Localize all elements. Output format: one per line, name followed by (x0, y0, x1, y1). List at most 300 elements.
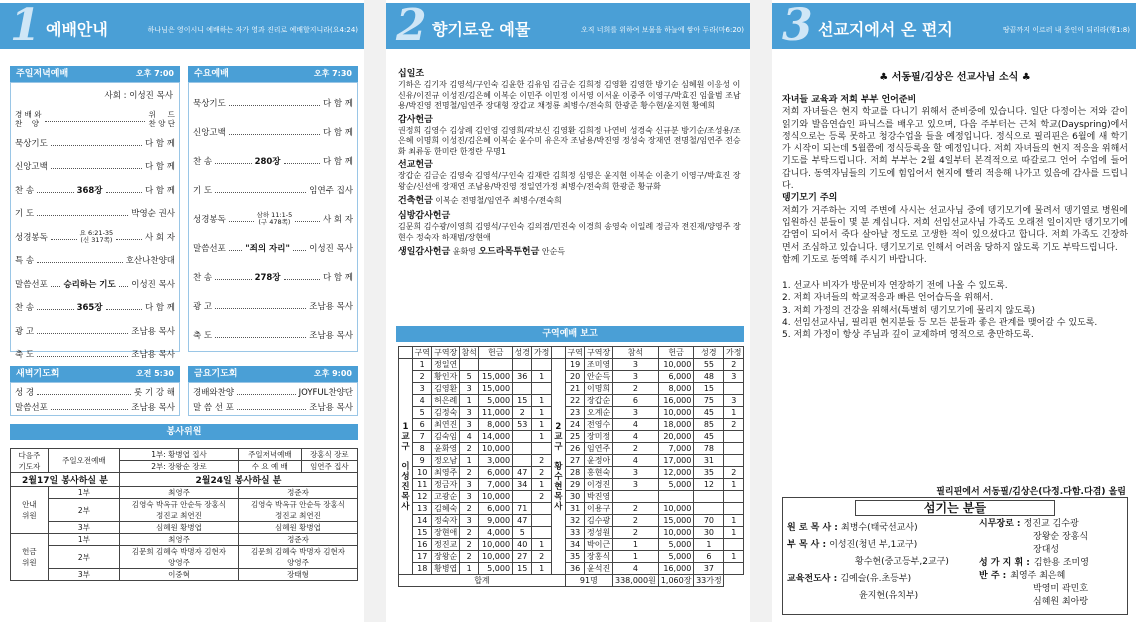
dot-leader (293, 245, 306, 251)
table-cell: 정준자 (238, 534, 357, 546)
table-cell: 10,000 (658, 527, 693, 539)
order-label: 광 고 (15, 326, 35, 337)
order-row (193, 213, 353, 225)
table-cell (532, 515, 551, 527)
table-cell: 1 (532, 407, 551, 419)
offering-category: 생일감사헌금 (398, 247, 451, 257)
table-cell: 1,060장 (658, 575, 693, 587)
table-cell: 20,000 (658, 431, 693, 443)
dawn-prayer-header: 새벽기도회 오전 5:30 (10, 366, 180, 382)
table-cell: 17,000 (658, 455, 693, 467)
order-label: 성 경 (15, 388, 35, 398)
staff-entry: 교육전도사 : 김예슬(유.초등부) (787, 574, 912, 584)
table-cell: 3부 (48, 522, 119, 534)
table-cell: 10 (413, 467, 432, 479)
table-cell: 1 (413, 359, 432, 371)
letter-signature: 필리핀에서 서동필/김상은(다정.다함.다겸) 올림 (936, 487, 1126, 497)
table-cell: 15 (413, 527, 432, 539)
table-cell: 29 (565, 479, 584, 491)
table-cell: 16,000 (658, 563, 693, 575)
table-cell: 주일저녁예배 (238, 449, 301, 461)
table-cell: 1 (532, 539, 551, 551)
dot-leader (215, 158, 251, 164)
order-label: 말씀선포 (15, 403, 48, 413)
table-cell: 28 (565, 467, 584, 479)
table-cell (724, 443, 744, 455)
table-row (399, 479, 744, 491)
table-row (399, 515, 744, 527)
table-cell: 황인자 (432, 371, 460, 383)
table-cell (513, 455, 532, 467)
dot-leader (106, 304, 142, 310)
table-cell: 85 (694, 419, 724, 431)
order-row (193, 97, 353, 109)
table-cell: 15 (513, 395, 532, 407)
table-cell: 3 (612, 359, 658, 371)
table-cell: 4 (612, 419, 658, 431)
section-title: 향기로운 예물 (432, 20, 531, 39)
table-cell: 6,000 (658, 371, 693, 383)
table-row (399, 539, 744, 551)
order-row (15, 401, 175, 413)
order-person: 다 함 께 (322, 157, 354, 167)
table-cell: 정숙자 (432, 515, 460, 527)
table-cell: 2 (532, 491, 551, 503)
table-cell: 이용구 (585, 503, 613, 515)
dot-leader (45, 116, 146, 122)
table-cell: 37 (694, 563, 724, 575)
table-cell: 2 (532, 455, 551, 467)
order-label: 신앙고백 (15, 162, 48, 172)
letter-paragraph: 저희 자녀들은 현지 학교를 다니기 위해서 준비중에 있습니다. 일단 다정이는 저와 같이 읽기와 발음연습인 파닉스를 배우고 있으며, 다음 주부터는 근처 학교(Dayspring)에서 정식으로는 등록 못하고 청강수업을 들을 예정입니다. 정식으로 필리핀은 6월에 새 학기가 시작이 되는데 5월쯤에 정식등록을 할 예정입니다. 저희 자녀들의 현지 적응을 위해서 기도를 부탁드립니다. 저희 부부는 2월 4일부터 본격적으로 따갈로그 언어 수업에 들어갑니다. 동역자님들의 기도에 힘입어서 현지에 빨리 적응해 나가고 있음에 감사를 드립니다. (782, 107, 1128, 192)
table-cell (724, 539, 744, 551)
letter-paragraph: 함께 기도로 동역해 주시기 바랍니다. (782, 254, 927, 265)
table-cell (532, 503, 551, 515)
dot-leader (229, 129, 320, 135)
order-label: 기 도 (193, 186, 213, 196)
order-label: 찬 송 (15, 185, 35, 196)
dot-leader (37, 328, 128, 334)
order-label: 광 고 (193, 302, 213, 312)
table-cell: 헌금 (479, 347, 513, 359)
table-cell: 2 (459, 551, 478, 563)
table-cell: 최영주 (119, 534, 238, 546)
dot-leader (215, 187, 306, 193)
table-row (399, 359, 744, 371)
table-cell: 338,000원 (612, 575, 658, 587)
dot-leader (229, 216, 254, 222)
table-cell: 6 (694, 551, 724, 563)
table-cell: 30 (565, 491, 584, 503)
section-number: 2 (396, 0, 427, 51)
table-cell: 정금자 (432, 479, 460, 491)
dot-leader (51, 234, 77, 240)
table-row (399, 527, 744, 539)
order-row (15, 137, 175, 149)
table-cell: 7,000 (479, 479, 513, 491)
table-cell: 33가정 (694, 575, 724, 587)
header-verse: 땅끝까지 이르러 내 증인이 되리라(행1:8) (1002, 26, 1130, 34)
table-cell: 78 (694, 443, 724, 455)
dot-leader (37, 304, 73, 310)
table-cell: 1 (532, 479, 551, 491)
staff-entry: 윤지현(유치부) (859, 591, 919, 601)
header-banner (772, 0, 1136, 51)
table-cell: 구역 (567, 348, 583, 357)
table-cell: 정성원 (585, 527, 613, 539)
table-row (399, 371, 744, 383)
table-cell: 3 (459, 383, 478, 395)
order-person: 박영순 권사 (131, 209, 175, 219)
order-person: 롯 기 강 해 (134, 388, 175, 398)
table-cell: 4 (413, 395, 432, 407)
table-cell: 2 (724, 467, 744, 479)
order-label: 묵상기도 (15, 138, 48, 149)
letter-paragraph: 저희가 거주하는 지역 주변에 사시는 선교사님 중에 뎅기모기에 물려서 뎅기열로 병원에 입원하신 분들이 몇 분 계십니다. 저희 선임선교사님 가족도 오래전 일이지만 뎅기모기에 감염이 되어서 죽다 살아날 정도로 고생한 적이 있으셨다고 합니다. 저희 가족도 긴장하면서 조심하고 있습니다. 뎅기모기로 인해서 어려움 당하지 않도록 기도 부탁드립니다. (782, 205, 1128, 253)
table-cell: 10,000 (658, 503, 693, 515)
table-cell: 1부: 황병엽 집사 (119, 449, 238, 461)
order-person: 다 함 께 (144, 162, 175, 172)
order-person: 조남용 목사 (309, 331, 353, 341)
table-cell: 91명 (565, 575, 612, 587)
order-label: 찬 송 (193, 157, 213, 167)
table-cell: 장태형 (238, 569, 357, 581)
table-cell: 75 (694, 395, 724, 407)
table-cell: 정일연 (432, 359, 460, 371)
order-label: 경배와찬양 (193, 388, 235, 398)
table-cell: 10,000 (479, 539, 513, 551)
order-label: 신앙고백 (193, 128, 226, 138)
table-cell (724, 503, 744, 515)
dot-leader (51, 163, 142, 169)
order-person: 조남용 목사 (309, 302, 353, 312)
order-detail: 삼하 11:1-5 (구 478쪽) (256, 211, 293, 226)
table-cell: 3 (459, 491, 478, 503)
table-cell (513, 359, 532, 371)
table-cell: 2 (612, 527, 658, 539)
table-cell: 20 (565, 371, 584, 383)
staff-entry: 성 가 지 휘 : 김한용 조미영 (979, 558, 1089, 568)
order-person: 다 함 께 (144, 303, 176, 313)
dot-leader (119, 281, 129, 287)
order-row (193, 329, 353, 341)
order-label: 찬 송 (193, 273, 213, 283)
table-cell: 안순득 (585, 371, 613, 383)
table-cell (724, 491, 744, 503)
table-cell (513, 443, 532, 455)
order-row (193, 242, 353, 254)
dot-leader (295, 216, 320, 222)
offering-names: 권정희 김영수 김상례 김인영 김영희/곽보신 김영환 김희정 나연비 성경숙 신규분 방기순/조성용/조은혜 이명희 이성진/김은혜 이복순 윤수미 유은자 조남용/박진영 정성숙 장재연 전명철/임연주 전승화 최류동 한미란 한정란 무명1 (398, 125, 741, 156)
table-cell: 48 (694, 371, 724, 383)
table-cell: 오계순 (585, 407, 613, 419)
table-cell: 35 (565, 551, 584, 563)
table-cell: 1 (724, 527, 744, 539)
order-detail: 365장 (76, 303, 103, 313)
table-cell: 10,000 (479, 443, 513, 455)
order-row (15, 160, 175, 172)
table-cell: 1 (694, 539, 724, 551)
table-cell: 1 (459, 563, 478, 575)
table-cell (532, 527, 551, 539)
table-cell: 45 (694, 431, 724, 443)
friday-prayer-header: 금요기도회 오후 9:00 (188, 366, 358, 382)
table-cell: 27 (565, 455, 584, 467)
dot-leader (37, 257, 123, 263)
dot-leader (229, 100, 320, 106)
table-cell: 5,000 (658, 551, 693, 563)
table-cell: 4 (612, 563, 658, 575)
order-row (193, 126, 353, 138)
table-cell: 3 (612, 371, 658, 383)
staff-entry: 시무장로 : 정진교 김수광 (979, 519, 1079, 529)
table-cell: 황병엽 (432, 563, 460, 575)
table-cell: 가정 (533, 348, 550, 357)
offering-names: 기하은 김기자 김영석/구인숙 김윤한 김유임 김금순 김희정 김영환 김영한 방기순 심혜원 이응성 이신유/이진규 이성진/김은혜 이복순 이민주 이민정 이서영 이서윤 이중주 이영구/박효진 임율범 조남용/박진영 전명철/임연주 장대형 장갑교 채정룡 최병수/전숙희 한광준 황수현/윤지현 황예희 (398, 80, 741, 110)
order-person: 위 드 찬 양 단 (148, 110, 175, 128)
order-detail: 280장 (254, 157, 281, 167)
order-person: 다 함 께 (322, 273, 354, 283)
panel-offerings (386, 0, 750, 622)
table-cell: 12 (413, 491, 432, 503)
dot-leader (116, 234, 142, 240)
table-cell: 47 (513, 467, 532, 479)
sunday-evening-header: 주일저녁예배 오후 7:00 (10, 66, 180, 82)
table-cell: 13 (413, 503, 432, 515)
volunteers-table-wrap (10, 440, 358, 616)
table-cell (513, 491, 532, 503)
table-cell: 5 (413, 407, 432, 419)
table-cell: 5 (459, 371, 478, 383)
order-row (15, 301, 175, 313)
order-label: 찬 송 (15, 303, 35, 313)
table-cell: 5,000 (658, 479, 693, 491)
order-row (193, 271, 353, 283)
table-cell: 이경진 (585, 479, 613, 491)
table-cell: 김영숙 박옥규 안순득 장홍식 정진교 최연진 (238, 499, 357, 522)
table-cell: 16 (413, 539, 432, 551)
table-cell: 장현애 (432, 527, 460, 539)
table-cell (532, 359, 551, 371)
table-cell: 5 (513, 527, 532, 539)
table-cell: 구역장 (585, 347, 613, 359)
panel-missionary-letter (772, 0, 1136, 622)
table-cell (724, 455, 744, 467)
table-row (11, 522, 358, 534)
table-cell: 임연주 집사 (301, 461, 357, 473)
table-cell: 조미영 (585, 359, 613, 371)
table-cell: 김수광 (585, 515, 613, 527)
table-cell (551, 347, 565, 359)
table-row (11, 546, 358, 569)
table-row (399, 419, 744, 431)
order-row (15, 184, 175, 196)
table-cell: 34 (513, 479, 532, 491)
table-cell: 2 (612, 515, 658, 527)
table-row (399, 431, 744, 443)
table-cell: 12,000 (658, 467, 693, 479)
table-cell: 윤석진 (585, 563, 613, 575)
table-cell: 25 (565, 431, 584, 443)
table-cell: 1 (459, 455, 478, 467)
table-row (399, 551, 744, 563)
prayer-item: 5. 저희 가정이 항상 주님과 깊이 교제하며 영적으로 충만하도록. (782, 330, 1034, 341)
dot-leader (215, 274, 251, 280)
order-label: 묵상기도 (193, 99, 226, 109)
order-person: 다 함 께 (144, 138, 175, 149)
table-cell: 김숙임 (432, 431, 460, 443)
table-cell: 장갑순 (585, 395, 613, 407)
table-cell: 8,000 (658, 383, 693, 395)
table-cell: 박이근 (585, 539, 613, 551)
section-number: 1 (10, 0, 41, 51)
offering-line (398, 245, 744, 259)
dot-leader (237, 404, 306, 410)
table-cell: 3 (413, 383, 432, 395)
order-person: 임연주 집사 (309, 186, 353, 196)
table-cell: 수 요 예 배 (238, 461, 301, 473)
header-banner (0, 0, 364, 51)
table-cell (658, 491, 693, 503)
prayer-item: 2. 저희 자녀들의 학교적응과 빠른 언어습득을 위해서. (782, 293, 994, 304)
order-row (15, 254, 175, 266)
order-detail: 승리하는 기도 (63, 279, 116, 290)
staff-entry: 박영미 곽민호 (1033, 584, 1089, 594)
table-cell: 1 (532, 563, 551, 575)
order-person: 조남용 목사 (309, 403, 353, 413)
prayer-item: 1. 선교사 비자가 방문비자 연장하기 전에 나올 수 있도록. (782, 281, 1008, 292)
table-row (399, 563, 744, 575)
table-row (11, 499, 358, 522)
order-person: 호산나찬양대 (125, 256, 175, 266)
table-cell: 9,000 (479, 515, 513, 527)
table-cell: 12 (694, 479, 724, 491)
table-cell: 구역장 (432, 347, 460, 359)
table-cell: 2 (459, 539, 478, 551)
table-cell: 8 (413, 443, 432, 455)
table-cell: 2부 (48, 499, 119, 522)
table-cell: 구역 (414, 348, 430, 357)
order-person: JOYFUL찬양단 (298, 388, 353, 398)
table-cell: 정진교 (432, 539, 460, 551)
order-row (15, 325, 175, 337)
table-row (11, 487, 358, 499)
dot-leader (284, 158, 320, 164)
table-row (399, 395, 744, 407)
table-cell: 35 (694, 467, 724, 479)
table-cell: 17 (413, 551, 432, 563)
table-cell (724, 563, 744, 575)
table-cell: 2 (724, 359, 744, 371)
table-cell: 2 (532, 467, 551, 479)
table-cell: 15 (513, 563, 532, 575)
volunteers-table (10, 448, 358, 581)
cell-report-header: 구역예배 보고 (396, 326, 744, 342)
dot-leader (37, 351, 128, 357)
order-row (15, 110, 175, 128)
table-cell: 3 (459, 479, 478, 491)
table-cell: 2 (459, 503, 478, 515)
table-cell: 10,000 (479, 551, 513, 563)
sunday-evening-order (10, 82, 180, 360)
table-row (399, 467, 744, 479)
table-cell: 임연주 (585, 443, 613, 455)
table-row (399, 575, 744, 587)
table-cell: 참석 (461, 348, 477, 357)
table-cell: 45 (694, 407, 724, 419)
offering-lists (398, 66, 744, 259)
dot-leader (215, 303, 306, 309)
table-cell: 53 (513, 419, 532, 431)
table-cell: 14 (413, 515, 432, 527)
table-cell: 18 (413, 563, 432, 575)
table-cell: 16,000 (658, 395, 693, 407)
offering-names: 장갑순 김금순 김영숙 김영석/구인숙 김재란 김희정 심영은 윤지현 이복순 이춘기 이영구/박효진 장왕순/신선애 장재연 조남용/박진영 정일연가정 최병수/전숙희 한광준 황규화 (398, 171, 741, 191)
table-cell: 주일오전예배 (48, 449, 119, 473)
table-cell: 1 교 구 이 성 진 목 사 (399, 359, 413, 575)
dot-leader (51, 404, 128, 410)
order-row (15, 228, 175, 244)
table-cell: 6,000 (479, 467, 513, 479)
table-cell: 1부 (48, 487, 119, 499)
table-cell: 장홍식 장로 (301, 449, 357, 461)
table-cell: 15,000 (658, 515, 693, 527)
table-cell: 10,000 (658, 359, 693, 371)
table-cell: 참석 (612, 347, 658, 359)
table-cell: 정준자 (238, 487, 357, 499)
order-row (15, 386, 175, 398)
offering-category: 건축헌금 (398, 196, 433, 206)
offering-line (398, 194, 744, 208)
offering-names: 안순득 (539, 247, 566, 256)
offering-names: 이복순 전명철/임연주 최병수/전숙희 (432, 196, 562, 205)
table-cell: 이명희 (585, 383, 613, 395)
table-cell: 1 (532, 431, 551, 443)
table-cell: 6 (413, 419, 432, 431)
table-cell: 2 (724, 419, 744, 431)
table-cell: 허은례 (432, 395, 460, 407)
table-row (399, 503, 744, 515)
dot-leader (37, 187, 73, 193)
table-cell: 1 (612, 539, 658, 551)
table-cell: 32 (565, 515, 584, 527)
order-row (15, 348, 175, 360)
page-gutter (364, 0, 386, 622)
table-cell: 합계 (399, 575, 566, 587)
order-person: 다 함 께 (322, 128, 353, 138)
order-label: 축 도 (193, 331, 213, 341)
section-title: 선교지에서 온 편지 (818, 20, 953, 39)
order-person: 조남용 목사 (131, 326, 175, 337)
table-cell: 11,000 (479, 407, 513, 419)
order-person: 사 회 자 (322, 215, 354, 225)
order-person: 다 함 께 (144, 185, 176, 196)
table-cell: 47 (513, 515, 532, 527)
table-cell: 홍현숙 (585, 467, 613, 479)
table-cell: 2 (612, 443, 658, 455)
staff-entry: 장대성 (1033, 545, 1060, 555)
table-cell: 36 (513, 371, 532, 383)
table-cell: 3 (612, 407, 658, 419)
table-cell: 55 (694, 359, 724, 371)
table-cell: 11 (413, 479, 432, 491)
table-cell: 27 (513, 551, 532, 563)
table-cell: 헌금 (658, 347, 693, 359)
order-row (193, 401, 353, 413)
header-verse: 하나님은 영이시니 예배하는 자가 영과 진리로 예배할지니라(요4:24) (147, 26, 358, 34)
table-cell: 김문희 김혜숙 박명자 김현자 양영주 (238, 546, 357, 569)
table-row (11, 449, 358, 461)
